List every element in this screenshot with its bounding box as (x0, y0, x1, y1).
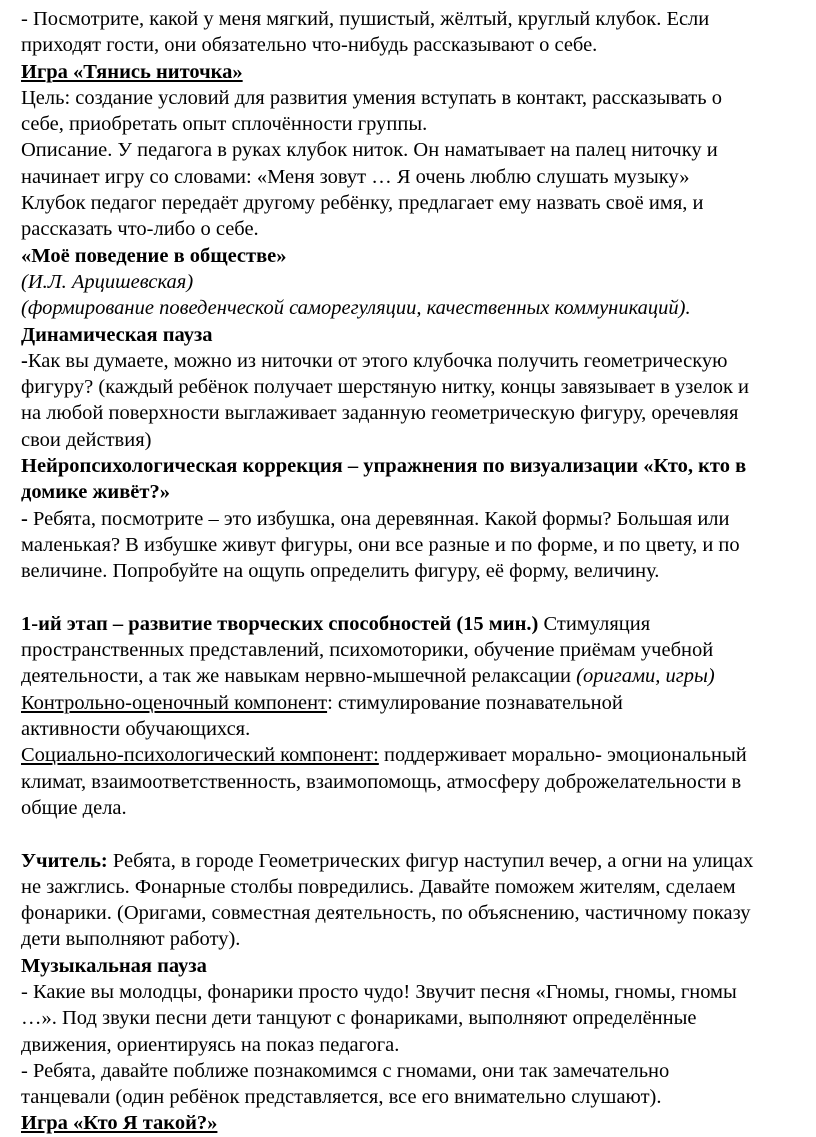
text-line: - Ребята, давайте поближе познакомимся с гномами, они так замечательно (21, 1059, 670, 1082)
blank-line (21, 821, 816, 847)
text-line (21, 348, 816, 374)
text-span: деятельности, а так же навыкам нервно-мышечной релаксации (21, 665, 577, 688)
text-line (21, 742, 816, 768)
text-line: - Какие вы молодцы, фонарики просто чудо! Звучит песня «Гномы, гномы, гномы (21, 980, 737, 1003)
text-line: на любой поверхности выглаживает заданную геометрическую фигуру, оречевляя (21, 402, 739, 425)
text-line: начинает игру со словами: «Меня зовут … Я очень люблю слушать музыку» (21, 165, 690, 188)
italic-span: (оригами, игры) (576, 665, 715, 688)
dash-mark: - (21, 349, 28, 372)
text-line: Цель: создание условий для развития умения вступать в контакт, рассказывать о (21, 86, 722, 109)
text-line: климат, взаимоответственность, взаимопомощь, атмосферу доброжелательности в (21, 770, 742, 793)
text-line: Описание. У педагога в руках клубок ниток. Он наматывает на палец ниточку и (21, 139, 718, 162)
text-line: пространственных представлений, психомоторики, обучение приёмам учебной (21, 639, 714, 662)
text-span: Ребята, в городе Геометрических фигур наступил вечер, а огни на улицах (107, 849, 754, 872)
text-line: приходят гости, они обязательно что-нибудь рассказывают о себе. (21, 34, 598, 57)
text-span: Как вы думаете, можно из ниточки от этого клубочка получить геометрическую (27, 349, 728, 372)
heading-game-thread: Игра «Тянись ниточка» (21, 60, 243, 83)
text-span: Ребята, посмотрите – это избушка, она деревянная. Какой формы? Большая или (32, 507, 730, 530)
heading-neuro-correction: Нейропсихологическая коррекция – упражнения по визуализации «Кто, кто в (21, 455, 747, 478)
heading-music-pause: Музыкальная пауза (21, 954, 207, 977)
text-line: общие дела. (21, 796, 127, 819)
text-line (21, 848, 816, 874)
component-label: Контрольно-оценочный компонент (21, 691, 328, 714)
text-line: танцевали (один ребёнок представляется, все его внимательно слушают). (21, 1086, 662, 1109)
text-line: фонарики. (Оригами, совместная деятельность, по объяснению, частичному показу (21, 902, 751, 925)
text-span: : стимулирование познавательной (327, 691, 623, 714)
document-page (21, 6, 816, 1137)
text-line: свои действия) (21, 428, 152, 451)
text-span: Стимуляция (538, 612, 651, 635)
heading-game-who-am-i: Игра «Кто Я такой?» (21, 1112, 218, 1135)
text-span: поддерживает морально- эмоциональный (378, 744, 747, 767)
stage-heading: 1-ий этап – развитие творческих способностей (15 мин.) (21, 612, 539, 635)
text-line: - Посмотрите, какой у меня мягкий, пушистый, жёлтый, круглый клубок. Если (21, 8, 710, 30)
text-line: дети выполняют работу). (21, 928, 241, 951)
component-label: Социально-психологический компонент: (21, 744, 379, 767)
heading-dynamic-pause: Динамическая пауза (21, 323, 213, 346)
text-line: Клубок педагог передаёт другому ребёнку, предлагает ему назвать своё имя, и (21, 192, 704, 215)
blank-line (21, 585, 816, 611)
text-line: не зажглись. Фонарные столбы повредились. Давайте поможем жителям, сделаем (21, 875, 736, 898)
purpose-line: (формирование поведенческой саморегуляции, качественных коммуникаций). (21, 297, 691, 320)
speaker-label: Учитель: (21, 849, 108, 872)
text-line: фигуру? (каждый ребёнок получает шерстяную нитку, концы завязывает в узелок и (21, 376, 750, 399)
heading-neuro-correction-cont: домике живёт?» (21, 481, 170, 504)
text-line (21, 506, 816, 532)
text-line: рассказать что-либо о себе. (21, 218, 259, 241)
heading-behavior-in-society: «Моё поведение в обществе» (21, 244, 287, 267)
dash-mark: - (21, 507, 33, 530)
text-line: …». Под звуки песни дети танцуют с фонариками, выполняют определённые (21, 1007, 697, 1030)
text-line: движения, ориентируясь на показ педагога. (21, 1033, 400, 1056)
text-line: величине. Попробуйте на ощупь определить фигуру, её форму, величину. (21, 560, 660, 583)
text-line (21, 611, 816, 637)
text-line (21, 663, 816, 689)
text-line: себе, приобретать опыт сплочённости группы. (21, 113, 428, 136)
text-line: активности обучающихся. (21, 718, 251, 741)
author-line: (И.Л. Арцишевская) (21, 270, 194, 293)
text-line: маленькая? В избушке живут фигуры, они все разные и по форме, и по цвету, и по (21, 533, 740, 556)
text-line (21, 690, 816, 716)
